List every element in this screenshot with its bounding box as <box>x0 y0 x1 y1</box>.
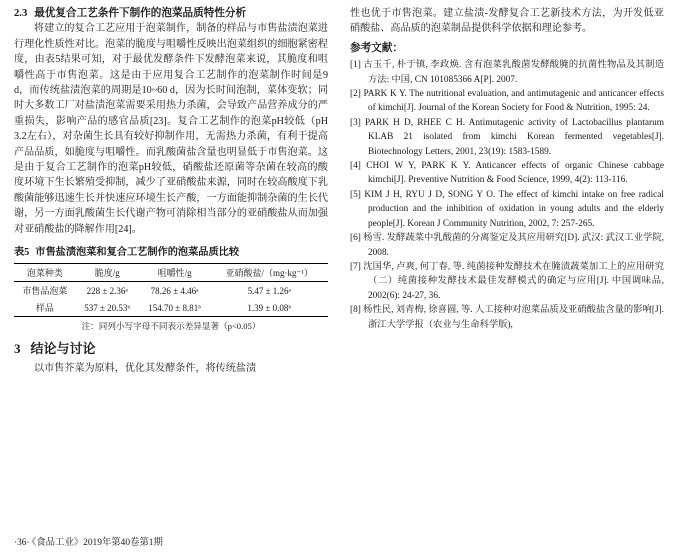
reference-item: [2] PARK K Y. The nutritional evaluation, and antimutagenic and anticancer effects of kimchi[J]. Journal of the Korean Society for Food & Nutrition, 1995: 24. <box>350 89 664 114</box>
table-cell: 537 ± 20.53ᵇ <box>76 299 139 317</box>
table-cell: 5.47 ± 1.26ᵃ <box>247 285 291 296</box>
reference-item: [3] PARK H D, RHEE C H. Antimutagenic activity of Lactobacillus plantarum KLAB 21 isolated from kimchi Korean fermented vegetables[J]. Biotechnology Letters, 2001, 23(19): 1583-1589. <box>350 117 664 157</box>
table-caption <box>14 246 328 260</box>
paragraph-conclusion: 以市售芥菜为原料，优化其发酵条件，将传统盐渍 <box>34 363 257 375</box>
right-column <box>348 6 664 522</box>
section-heading-2-3 <box>14 6 328 21</box>
journal-info: 《食品工业》2019年第40卷第1期 <box>31 538 163 548</box>
table-col-header-0: 泡菜种类 <box>14 264 76 282</box>
reference-item: [1] 古玉千, 朴于镇, 李政焕. 含有泡菜乳酸菌发酵酸腌的抗菌性物品及其制造方法: 中国, CN 101085366 A[P]. 2007. <box>350 60 664 85</box>
section-number: 3 <box>14 341 21 357</box>
reference-item: [4] CHOI W Y, PARK K Y. Anticancer effects of organic Chinese cabbage kimchi[J]. Preventive Nutrition & Food Science, 1999, 4(2): 113-116. <box>350 161 664 186</box>
paragraph-2-3: 将建立的复合工艺应用于泡菜制作，制备的样品与市售盐渍泡菜进行理化性质性对比。泡菜的脆度与咀嚼性反映出泡菜组织的细胞紧密程度，由表5结果可知，对于最优发酵条件下发酵泡菜来说，其脆度和咀嚼性高于市售泡菜。这是由于应用复合工艺制作的泡菜制作时间是9 d，而传统盐渍泡菜的周期是10~60 d，因为长时间泡制，菜体变软；同时大多数工厂对盐渍泡菜需要采用热力杀菌，会导致产品营养成分的严重损失，影响产品的感官品质[23]。复合工艺制作的泡菜pH较低（pH 3.2左右），对杂菌生长具有较好抑制作用，无需热力杀菌，有利于提高产品品质，如脆度与咀嚼性。而乳酸菌盐含量也明显低于市售泡菜。这是由于复合工艺制作的泡菜pH较低，硝酸盐还原菌等杂菌在较高的酸度环境下生长繁殖受抑制，减少了亚硝酸盐来源，同时在较高酸度下乳酸菌能够迅速生长并快速应环境生长产酸，一方面能抑制杂菌的生长代谢，另一方面乳酸菌生长代谢产物可消除相当部分的亚硝酸盐从而加强对亚硝酸盐的降解作用[24]。 <box>14 23 328 235</box>
table-note: 注：同列小写字母不同表示差异显著（p<0.05） <box>81 321 261 332</box>
table-cell: 228 ± 2.36ᵃ <box>86 285 128 296</box>
table-cell: 78.26 ± 4.46ᵃ <box>150 285 199 296</box>
reference-list <box>350 58 664 332</box>
table-row <box>14 299 328 317</box>
two-column-layout <box>14 6 666 522</box>
section-heading-3 <box>14 340 328 358</box>
section-number: 2.3 <box>14 8 28 19</box>
table-header-row <box>14 264 328 282</box>
reference-item: [6] 杨雪. 发酵蔬菜中乳酸菌的分离鉴定及其应用研究[D]. 武汉: 武汉工业学院, 2008. <box>350 233 664 258</box>
table-cell: 市售品泡菜 <box>22 285 68 296</box>
table-row <box>14 282 328 300</box>
table-cell: 154.70 ± 8.81ᵇ <box>139 299 211 317</box>
references-heading: 参考文献： <box>350 42 403 54</box>
section-title: 结论与讨论 <box>30 341 96 357</box>
left-column <box>14 6 330 522</box>
page-number: ·36· <box>14 538 30 548</box>
paragraph-conclusion-continued: 性也优于市售泡菜。建立盐渍-发酵复合工艺新技术方法，为开发低亚硝酸盐、高品质的泡菜制品提供科学依据和理论参考。 <box>350 8 664 35</box>
section-title: 最优复合工艺条件下制作的泡菜品质特性分析 <box>34 8 247 19</box>
table-cell: 样品 <box>14 299 76 317</box>
table-head <box>14 264 328 282</box>
reference-item: [8] 杨性民, 刘青梅, 徐喜圆, 等. 人工接种对泡菜品质及亚硝酸盐含量的影响[J]. 浙江大学学报（农业与生命科学版), <box>350 305 664 330</box>
table-col-header-1: 脆度/g <box>76 264 139 282</box>
table-number: 表5 <box>14 247 30 259</box>
table-col-header-2: 咀嚼性/g <box>139 264 211 282</box>
reference-item: [5] KIM J H, RYU J D, SONG Y O. The effect of kimchi intake on free radical production and the inhibition of oxidation in young adults and the elderly people[J]. Korean J Community Nutrition, 2002, 7: 257-265. <box>350 189 664 229</box>
page-footer <box>14 536 666 550</box>
table-cell: 1.39 ± 0.08ᵇ <box>211 299 328 317</box>
table-col-header-3: 亚硝酸盐/（mg·kg⁻¹） <box>211 264 328 282</box>
quality-comparison-table <box>14 263 328 317</box>
table-title: 市售盐渍泡菜和复合工艺制作的泡菜品质比较 <box>35 247 240 259</box>
reference-item: [7] 沈国华, 卢爽, 何丁春, 等. 纯菌接种发酵技术在腌渍蔬菜加工上的应用研究（二）纯菌接种发酵技术最佳发酵模式的确定与应用[J]. 中国调味品, 2002(6): 24-27, 36. <box>350 261 664 301</box>
table-body <box>14 282 328 317</box>
